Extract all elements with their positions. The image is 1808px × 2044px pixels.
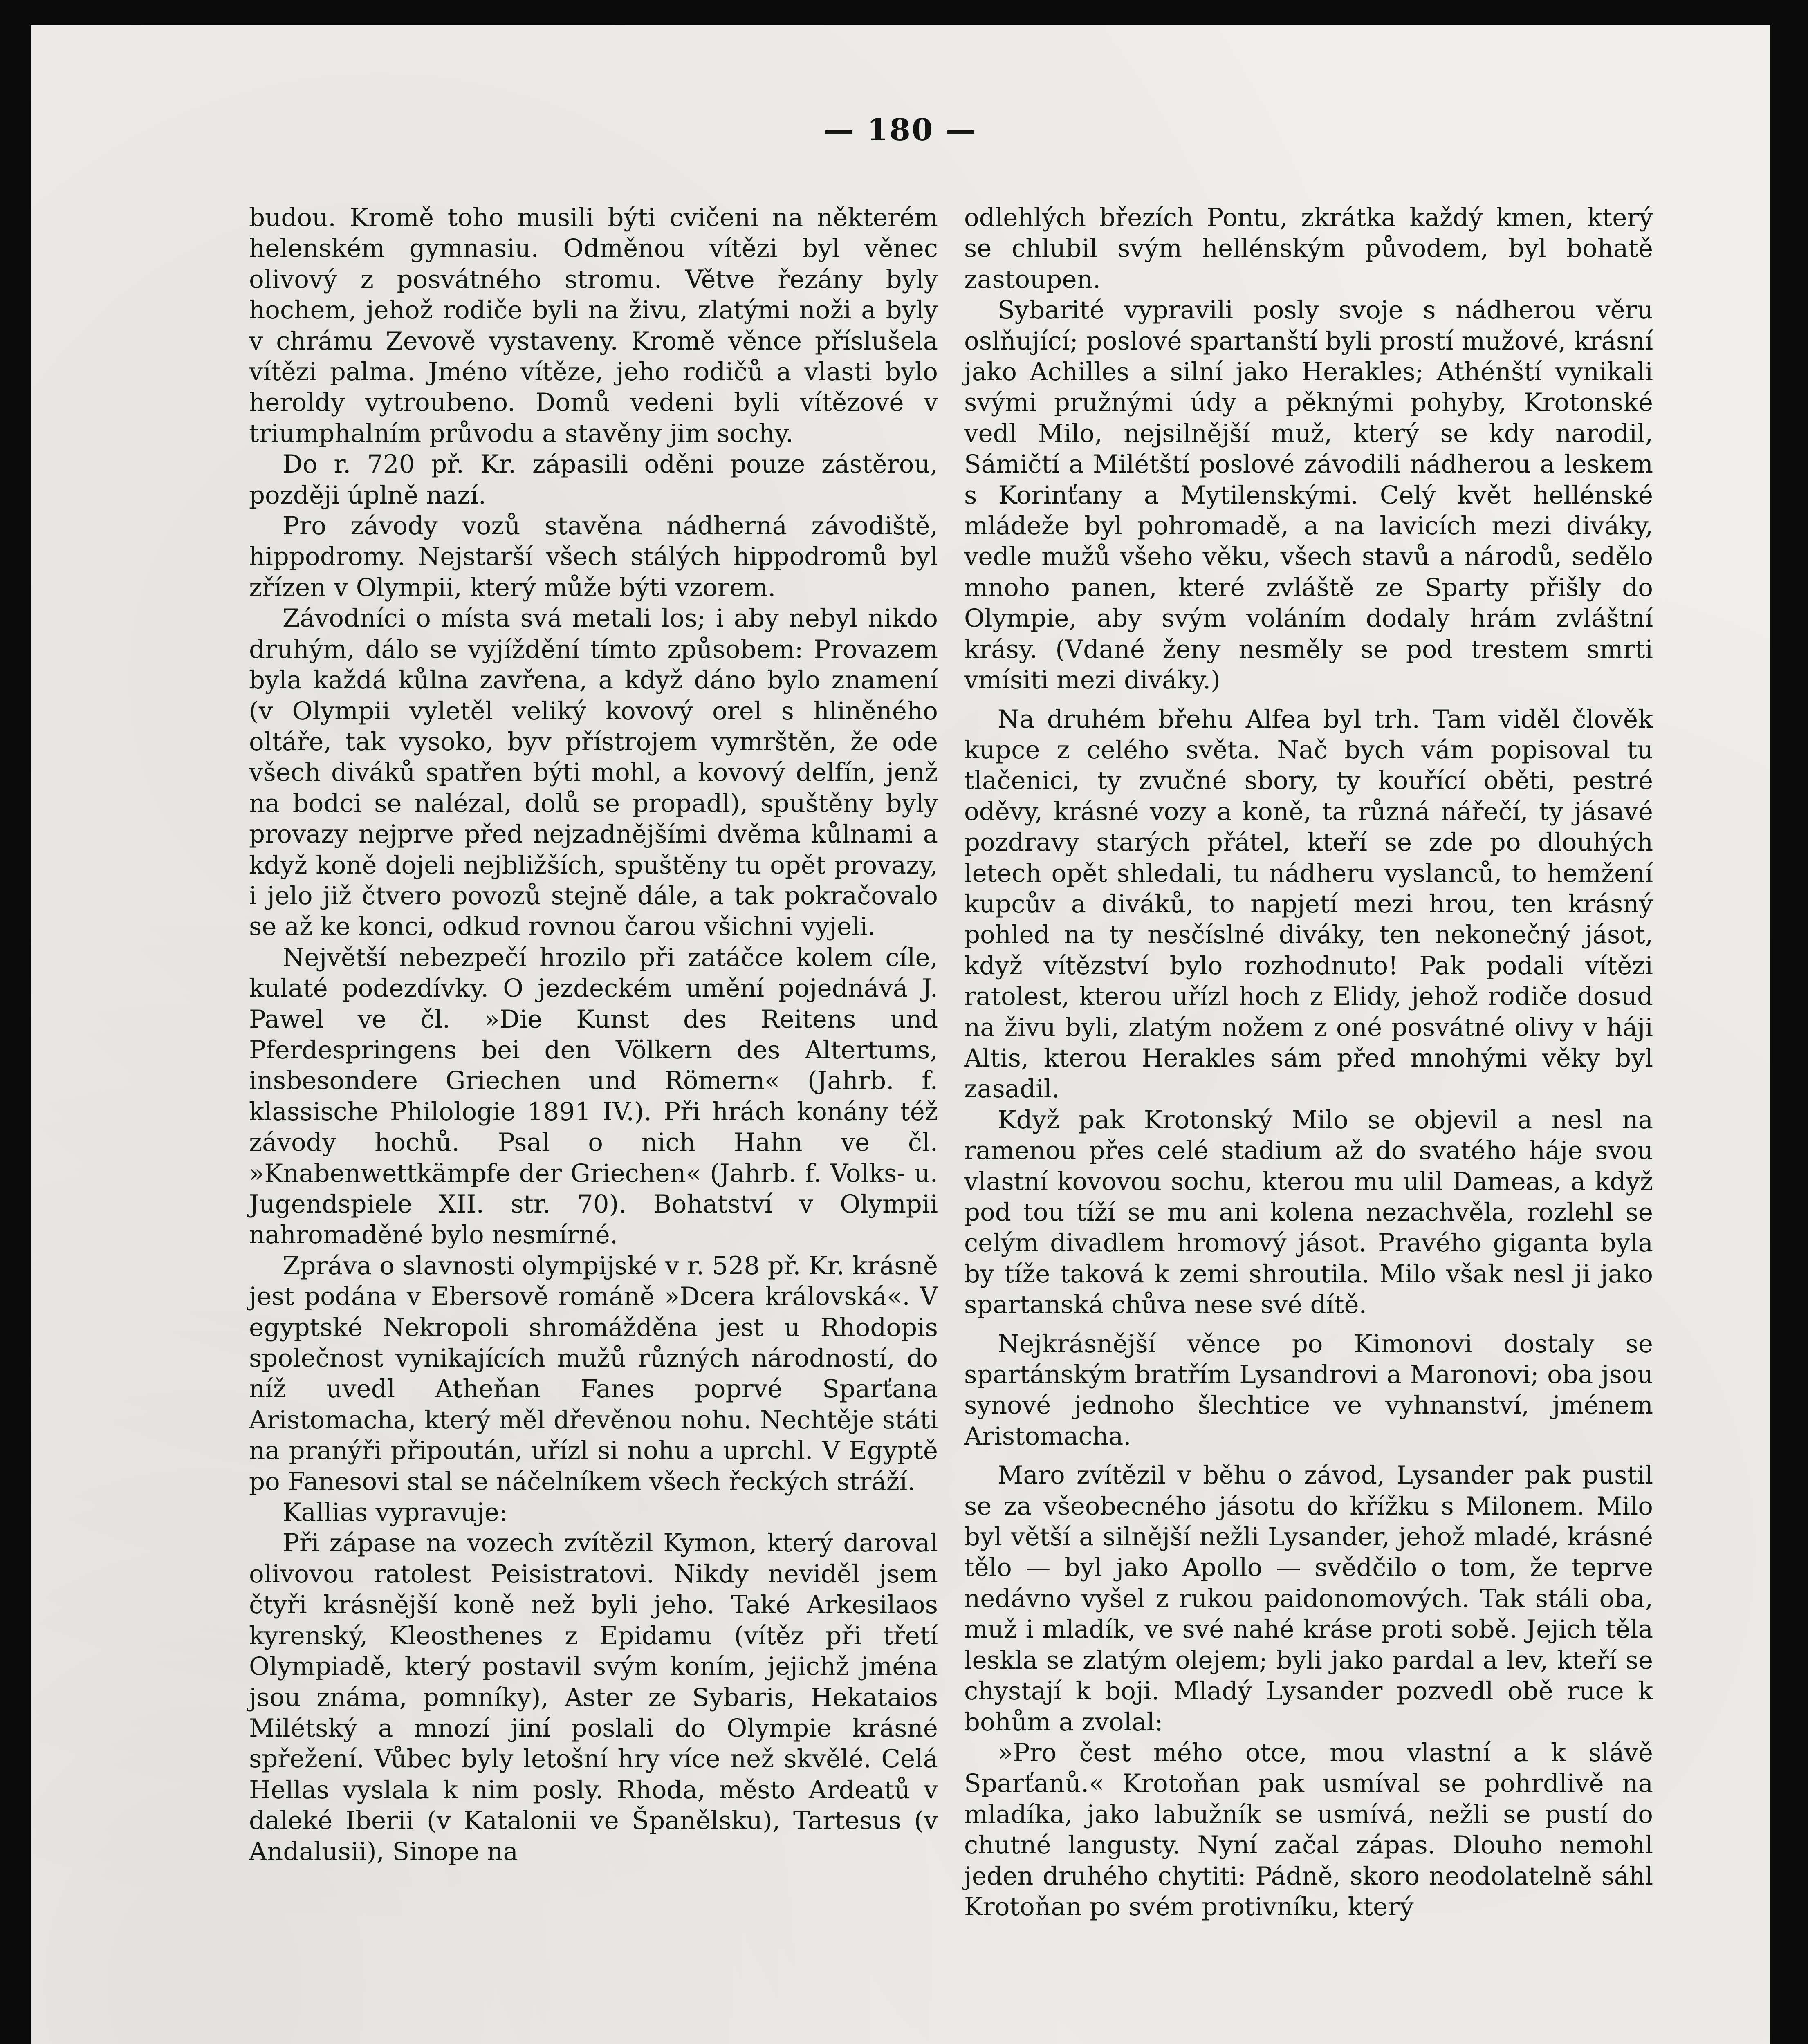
- paragraph: Kallias vypravuje:: [283, 1498, 508, 1527]
- paragraph: odlehlých březích Pontu, zkrátka každý kmen, který se chlubil svým hellénským původem, byl bohatě zastoupen.: [964, 203, 1653, 294]
- paragraph: Na druhém břehu Alfea byl trh. Tam viděl člověk kupce z celého světa. Nač bych vám popisoval tu tlačenici, ty zvučné sbory, ty kouřící oběti, pestré oděvy, krásné vozy a koně, ta různá nářečí, ty jásavé pozdravy starých přátel, kteří se zde po dlouhých letech opět shledali, tu nádheru vyslanců, to hemžení kupcův a diváků, to napjetí mezi hrou, ten krásný pohled na ty nesčíslné diváky, ten nekonečný jásot, když vítězství bylo rozhodnuto! Pak podali vítězi ratolest, kterou uřízl hoch z Elidy, jehož rodiče dosud na živu byli, zlatým nožem z oné posvátné olivy v háji Altis, kterou Herakles sám před mnohými věky byl zasadil.: [964, 704, 1653, 1104]
- book-page: [31, 25, 1770, 2044]
- paragraph: budou. Kromě toho musili býti cvičeni na některém helenském gymnasiu. Odměnou vítězi byl věnec olivový z posvátného stromu. Větve řezány byly hochem, jehož rodiče byli na živu, zlatými noži a byly v chrámu Zevově vystaveny. Kromě věnce příslušela vítězi palma. Jméno vítěze, jeho rodičů a vlasti bylo heroldy vytroubeno. Domů vedeni byli vítězové v triumphalním průvodu a stavěny jim sochy.: [249, 203, 938, 448]
- paragraph: Sybarité vypravili posly svoje s nádherou věru oslňující; poslové spartanští byli prostí mužové, krásní jako Achilles a silní jako Herakles; Athénští vynikali svými pružnými údy a pěknými pohyby, Krotonské vedl Milo, nejsilnější muž, který se kdy narodil, Sámičtí a Milétští poslové závodili nádherou a leskem s Korinťany a Mytilenskými. Celý květ hellénské mládeže byl pohromadě, a na lavicích mezi diváky, vedle mužů všeho věku, všech stavů a národů, sedělo mnoho panen, které zvláště ze Sparty přišly do Olympie, aby svým voláním dodaly hrám zvláštní krásy. (Vdané ženy nesměly se pod trestem smrti vmísiti mezi diváky.): [964, 296, 1653, 695]
- paragraph: Při zápase na vozech zvítězil Kymon, který daroval olivovou ratolest Peisistratovi. Nikdy neviděl jsem čtyři krásnější koně než byli jeho. Také Arkesilaos kyrenský, Kleosthenes z Epidamu (vítěz při třetí Olympiadě, který postavil svým koním, jejichž jména jsou známa, pomníky), Aster ze Sybaris, Hekataios Milétský a mnozí jiní poslali do Olympie krásné spřežení. Vůbec byly letošní hry více než skvělé. Celá Hellas vyslala k nim posly. Rhoda, město Ardeatů v daleké Iberii (v Katalonii ve Španělsku), Tartesus (v Andalusii), Sinope na: [249, 1529, 938, 1866]
- left-column: [249, 202, 938, 1867]
- paragraph: Pro závody vozů stavěna nádherná závodiště, hippodromy. Nejstarší všech stálých hippodromů byl zřízen v Olympii, který může býti vzorem.: [249, 511, 938, 602]
- paragraph: Maro zvítězil v běhu o závod, Lysander pak pustil se za všeobecného jásotu do křížku s Milonem. Milo byl větší a silnější nežli Lysander, jehož mladé, krásné tělo — byl jako Apollo — svědčilo o tom, že teprve nedávno vyšel z rukou paidonomových. Tak stáli oba, muž i mladík, ve své nahé kráse proti sobě. Jejich těla leskla se zlatým olejem; byli jako pardal a lev, kteří se chystají k boji. Mladý Lysander pozvedl obě ruce k bohům a zvolal:: [964, 1461, 1653, 1737]
- paragraph: Zpráva o slavnosti olympijské v r. 528 př. Kr. krásně jest podána v Ebersově románě »Dcera královská«. V egyptské Nekropoli shromážděna jest u Rhodopis společnost vynikajících mužů různých národností, do níž uvedl Atheňan Fanes poprvé Sparťana Aristomacha, který měl dřevěnou nohu. Nechtěje státi na pranýři připoután, uřízl si nohu a uprchl. V Egyptě po Fanesovi stal se náčelníkem všech řeckých stráží.: [249, 1251, 938, 1496]
- paragraph: Nejkrásnější věnce po Kimonovi dostaly se spartánským bratřím Lysandrovi a Maronovi; oba jsou synové jednoho šlechtice ve vyhnanství, jménem Aristomacha.: [964, 1329, 1653, 1451]
- paragraph: Závodníci o místa svá metali los; i aby nebyl nikdo druhým, dálo se vyjíždění tímto způsobem: Provazem byla každá kůlna zavřena, a když dáno bylo znamení (v Olympii vyletěl veliký kovový orel s hliněného oltáře, tak vysoko, byv přístrojem vymrštěn, že ode všech diváků spatřen býti mohl, a kovový delfín, jenž na bodci se nalézal, dolů se propadl), spuštěny byly provazy nejprve před nejzadnějšími dvěma kůlnami a když koně dojeli nejbližších, spuštěny tu opět provazy, i jelo již čtvero povozů stejně dále, a tak pokračovalo se až ke konci, odkud rovnou čarou všichni vyjeli.: [249, 604, 938, 941]
- right-column: [964, 202, 1653, 1922]
- paragraph: Do r. 720 př. Kr. zápasili oděni pouze zástěrou, později úplně nazí.: [249, 450, 938, 510]
- paragraph: »Pro čest mého otce, mou vlastní a k slávě Sparťanů.« Krotoňan pak usmíval se pohrdlivě na mladíka, jako labužník se usmívá, nežli se pustí do chutné langusty. Nyní začal zápas. Dlouho nemohl jeden druhého chytiti: Pádně, skoro neodolatelně sáhl Krotoňan po svém protivníku, který: [964, 1738, 1653, 1921]
- paragraph: Největší nebezpečí hrozilo při zatáčce kolem cíle, kulaté podezdívky. O jezdeckém umění pojednává J. Pawel ve čl. »Die Kunst des Reitens und Pferdespringens bei den Völkern des Altertums, insbesondere Griechen und Römern« (Jahrb. f. klassische Philologie 1891 IV.). Při hrách konány též závody hochů. Psal o nich Hahn ve čl. »Knabenwettkämpfe der Griechen« (Jahrb. f. Volks- u. Jugendspiele XII. str. 70). Bohatství v Olympii nahromaděné bylo nesmírné.: [249, 943, 938, 1250]
- paragraph: Když pak Krotonský Milo se objevil a nesl na ramenou přes celé stadium až do svatého háje svou vlastní kovovou sochu, kterou mu ulil Dameas, a když pod tou tíží se mu ani kolena nezachvěla, rozlehl se celým divadlem hromový jásot. Pravého giganta byla by tíže taková k zemi shroutila. Milo však nesl ji jako spartanská chůva nese své dítě.: [964, 1105, 1653, 1320]
- page-number: — 180 —: [824, 112, 977, 148]
